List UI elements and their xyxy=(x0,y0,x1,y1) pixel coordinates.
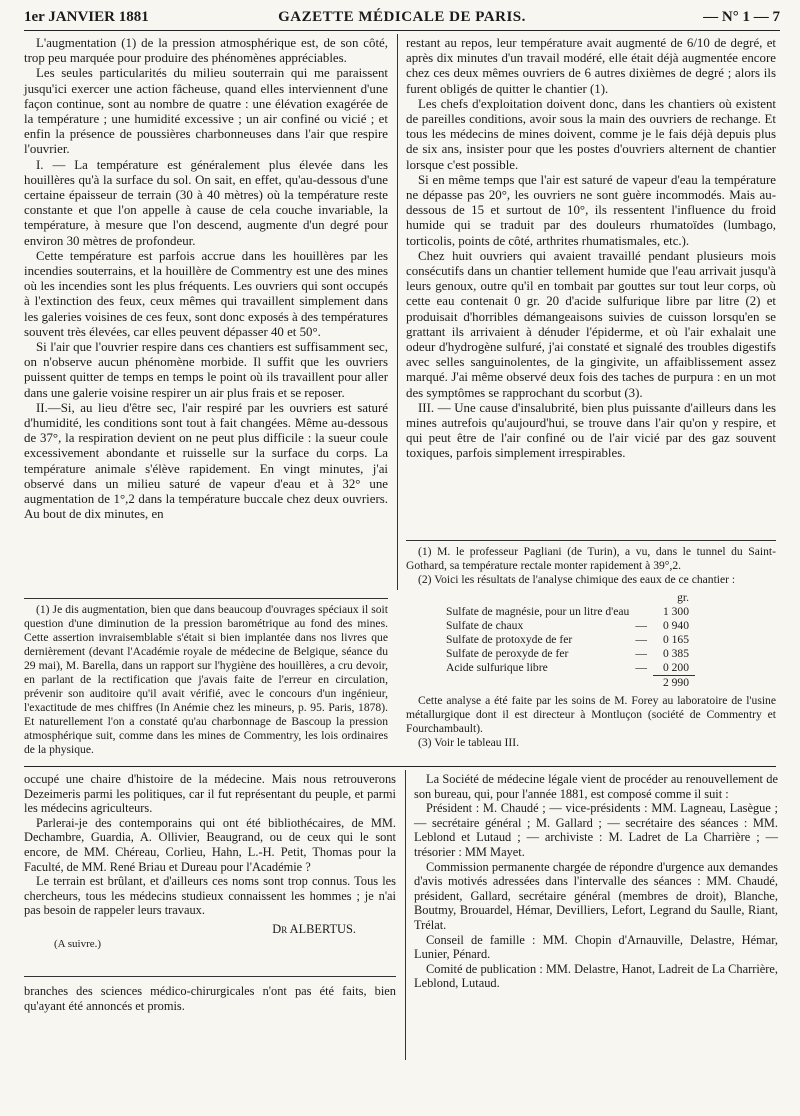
table-row: Sulfate de chaux — 0 940 xyxy=(446,619,690,632)
footnote-right xyxy=(406,545,776,750)
paragraph: restant au repos, leur température avait augmenté de 6/10 de degré, et après dix minutes d'un travail modéré, elle était déjà augmentée encore chez ces deux mêmes ouvriers de 6 autres dixièmes de degré ; alors ils furent obligés de quitter le chantier (1). xyxy=(406,36,776,96)
footnote-1: (1) M. le professeur Pagliani (de Turin), a vu, dans le tunnel du Saint-Gothard, sa température rectale monter rapidement à 39°,2. xyxy=(406,545,776,572)
table-row: Acide sulfurique libre — 0 200 xyxy=(446,661,695,676)
lower-left-rule xyxy=(24,976,396,977)
paragraph: Président : M. Chaudé ; — vice-présidents : MM. Lagneau, Lasègue ; — secrétaire général ; M. Gallard ; — secrétaire des séances : MM. Leblond et Lutaud ; — archiviste : M. Ladret de La Charrière ; — trésorier : MM Mayet. xyxy=(414,801,778,859)
header-date: 1er JANVIER 1881 xyxy=(24,9,149,25)
footnote-2: (2) Voici les résultats de l'analyse chimique des eaux de ce chantier : xyxy=(418,573,736,586)
paragraph: Les chefs d'exploitation doivent donc, dans les chantiers où existent de pareilles conditions, avoir sous la main des ouvriers de rechange. Et tous les médecins de mines doivent, comme je le fais déjà depuis plus de six ans, insister pour que les postes d'ouvriers alternent de chantier lorsque c'est possible. xyxy=(406,96,776,172)
paragraph: III. — Une cause d'insalubrité, bien plus puissante d'ailleurs dans les mines autrefois qu'aujourd'hui, se trouve dans l'air qu'on y respire, et qui peut être de l'air confiné ou de l'air vicié par des gaz souvent toxiques, parfois simplement irrespirables. xyxy=(406,400,776,461)
page-header xyxy=(24,6,780,31)
upper-left-column xyxy=(24,36,388,523)
upper-right-column xyxy=(406,36,776,462)
paragraph: Les seules particularités du milieu souterrain qui me paraissent jusqu'ici exercer une action fâcheuse, quand elles interviennent d'une façon continue, sont au nombre de quatre : une élévation exagérée de la température ; une humidité excessive ; un air confiné ou vicié ; et enfin la présence de poussières charbonneuses dans l'air que respire l'ouvrier. xyxy=(24,66,388,157)
table-row: Sulfate de peroxyde de fer — 0 385 xyxy=(446,647,690,660)
signature: Dr ALBERTUS. xyxy=(272,921,356,936)
column-divider xyxy=(405,770,406,1060)
paragraph: Si en même temps que l'air est saturé de vapeur d'eau la température ne dépasse pas 20°, les ouvriers ne sont guère incommodés. Mais au-dessous de 15 et surtout de 10°, ils ressentent l'influence du froid humide qui se traduit par des douleurs rhumatoïdes (lumbago, torticolis, points de côté, arthrites rhumatismales, etc.). xyxy=(406,172,776,248)
paragraph: occupé une chaire d'histoire de la médecine. Mais nous retrouverons Dezeimeris parmi les politiques, car il fut représentant du peuple, et parmi les médecins agriculteurs. xyxy=(24,772,396,816)
paragraph: Si l'air que l'ouvrier respire dans ces chantiers est suffisamment sec, on n'observe aucun phénomène morbide. Il suffit que les ouvriers puissent quitter de temps en temps le point où ils travaillent pour aller dans une galerie voisine respirer un air plus frais et se reposer. xyxy=(24,340,388,400)
column-divider xyxy=(397,34,398,590)
paragraph: Le terrain est brûlant, et d'ailleurs ces noms sont trop connus. Tous les chercheurs, tous les médecins studieux connaissent les hommes ; je n'ai pas besoin de rappeler leurs travaux. xyxy=(24,874,396,918)
journal-title: GAZETTE MÉDICALE DE PARIS. xyxy=(278,9,526,25)
footnote-3: (3) Voir le tableau III. xyxy=(418,736,519,749)
section-divider xyxy=(24,766,776,767)
analysis-table xyxy=(446,591,695,690)
to-follow-note: (A suivre.) xyxy=(54,937,102,950)
paragraph: Conseil de famille : MM. Chopin d'Arnauville, Delastre, Hémar, Lunier, Pénard. xyxy=(414,932,778,962)
footnote-2-note: Cette analyse a été faite par les soins de M. Forey au laboratoire de l'usine métallurgique dont il est directeur à Montluçon (société de Commentry et Fourchambault). xyxy=(406,694,776,735)
page-number: — N° 1 — 7 xyxy=(703,9,780,25)
unit-label: gr. xyxy=(677,591,690,604)
paragraph: Chez huit ouvriers qui avaient travaillé pendant plusieurs mois consécutifs dans un chantier tellement humide que l'eau arrivait jusqu'à leurs genoux, outre qu'il en tombait par gouttes sur tout leur corps, où cette eau contenait 0 gr. 20 d'acide sulfurique libre par litre (2) et produisait d'horribles démangeaisons suivies de cuisson lorsqu'en se grattant ils arrivaient à dénuder l'épiderme, et où l'air exhalait une odeur d'hydrogène sulfuré, j'ai constaté et signalé des troubles digestifs avec selles sanguinolentes, de la gingivite, un affaiblissement assez marqué. J'ai même observé deux fois des taches de purpura : en un mot des symptômes se rapprochant du scorbut (3). xyxy=(406,248,776,400)
table-total-row: 2 990 xyxy=(662,676,690,689)
paragraph: La Société de médecine légale vient de procéder au renouvellement de son bureau, qui, pour l'année 1881, est composé comme il suit : xyxy=(414,772,778,801)
footnote-rule-left xyxy=(24,598,388,599)
paragraph: Comité de publication : MM. Delastre, Hanot, Ladreit de La Charrière, Leblond, Lutaud. xyxy=(414,961,778,991)
lower-left-tail xyxy=(24,984,396,1013)
paragraph: I. — La température est généralement plus élevée dans les houillères qu'à la surface du sol. On sait, en effet, qu'au-dessous d'une certaine épaisseur de terrain (30 à 40 mètres) où la température reste constante et que l'on appelle à cause de cela couche invariable, la température, à mesure que l'on descend, augmente d'un degré pour environ 30 mètres de profondeur. xyxy=(24,157,388,248)
footnote-rule-right xyxy=(406,540,776,541)
paragraph: Parlerai-je des contemporains qui ont été bibliothécaires, de MM. Dechambre, Guardia, A. Ollivier, Beaugrand, ou de ceux qui le sont encore, de MM. Chéreau, Corlieu, Hahn, L.-H. Petit, Thomas pour la Faculté, de MM. René Briau et Dureau pour l'Académie ? xyxy=(24,815,396,874)
lower-right-column xyxy=(414,772,778,991)
footnote-text: (1) Je dis augmentation, bien que dans beaucoup d'ouvrages spéciaux il soit question d'une diminution de la pression barométrique au fond des mines. Cette assertion invraisemblable s'était si bien implantée dans nos livres que dernièrement (devant l'Académie royale de médecine de Belgique, séance du 29 mai), M. Barella, dans un rapport sur l'hygiène des houillères, a cru devoir, en parlant de la rectification que j'avais faite de l'erreur en circulation, prévenir son auditoire qu'il avait vérifié, avec le concours d'un ingénieur, l'exactitude de mes chiffres (In Anémie chez les mineurs, p. 95. Paris, 1878). Et naturellement l'on a constaté qu'au charbonnage de Bascoup la pression atmosphérique suit, comme dans les mines de Commentry, les lois ordinaires de la physique. xyxy=(24,603,388,756)
table-row: Sulfate de magnésie, pour un litre d'eau 1 300 xyxy=(446,605,690,618)
paragraph: Cette température est parfois accrue dans les houillères par les incendies souterrains, et la houillère de Commentry est une des mines où les incendies sont les plus fréquents. Les ouvriers qui sont occupés à l'extinction des feux, ceux mêmes qui travaillent simplement dans les galeries voisines de ces feux, sont donc exposés à des températures souvent très élevées, car elles peuvent dépasser 40 et 50°. xyxy=(24,248,388,339)
paragraph: L'augmentation (1) de la pression atmosphérique est, de son côté, trop peu marquée pour produire des phénomènes appréciables. xyxy=(24,36,388,66)
paragraph: II.—Si, au lieu d'être sec, l'air respiré par les ouvriers est saturé d'humidité, les conditions sont tout à fait changées. Même au-dessous de 37°, la respiration devient on ne peut plus difficile : la sueur coule excessivement abondante et ruisselle sur la surface du corps. La température animale s'élève rapidement. En vingt minutes, j'ai observé dans un milieu saturé de vapeur d'eau et à 32° une augmentation de 1°,2 dans la température buccale chez deux ouvriers. Au bout de dix minutes, en xyxy=(24,400,388,522)
paragraph: Commission permanente chargée de répondre d'urgence aux demandes d'avis motivés adressées dans l'intervalle des séances : MM. Chaudé, président, Gallard, secrétaire général (membres de droit), Blanche, Boutmy, Brouardel, Hémar, Devilliers, Lefort, Legrand du Saulle, Riant, Trélat. xyxy=(414,859,778,932)
table-row: Sulfate de protoxyde de fer — 0 165 xyxy=(446,633,690,646)
footnote-left xyxy=(24,603,388,757)
paragraph: branches des sciences médico-chirurgicales n'ont pas été faits, bien qu'ayant été annoncés et promis. xyxy=(24,984,396,1013)
lower-left-column xyxy=(24,772,396,951)
